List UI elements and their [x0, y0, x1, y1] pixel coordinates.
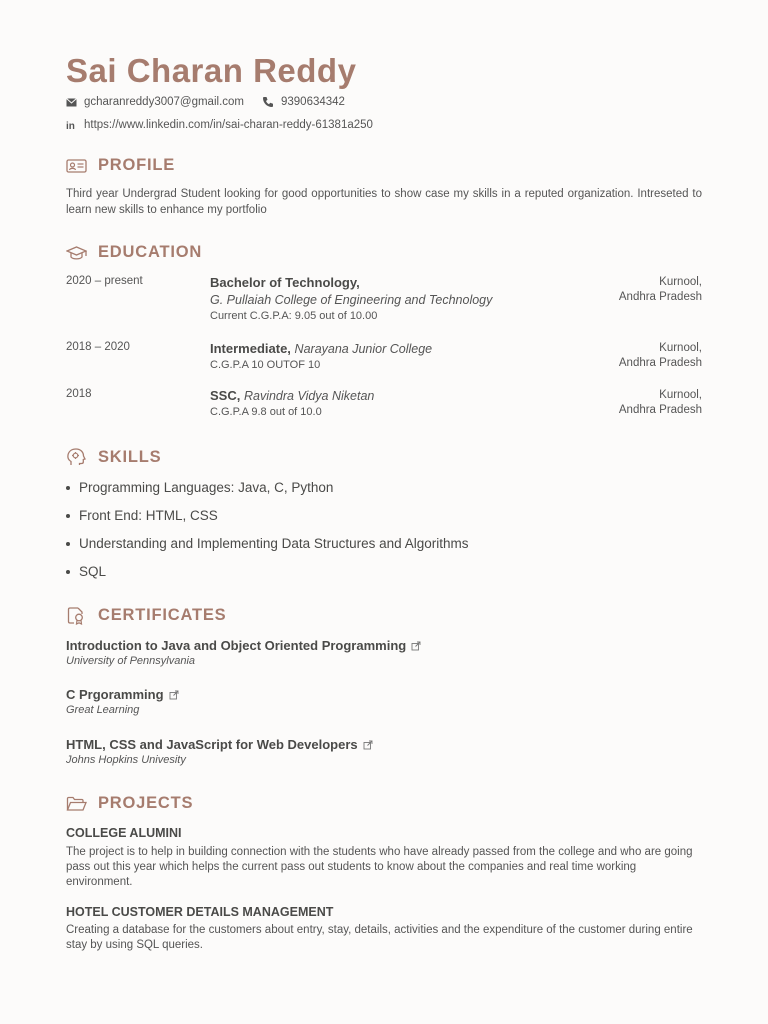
education-institution: G. Pullaiah College of Engineering and Technology [210, 293, 493, 307]
education-institution: Ravindra Vidya Niketan [243, 389, 375, 403]
education-degree: Intermediate, [210, 341, 291, 356]
skill-item: SQL [66, 564, 106, 579]
certificate-item [66, 687, 179, 716]
certificate-link[interactable]: C Prgoramming [66, 687, 164, 702]
skill-item: Understanding and Implementing Data Structures and Algorithms [66, 536, 468, 551]
education-location: Kurnool, Andhra Pradesh [618, 342, 702, 369]
project-description: The project is to help in building connection with the students who have already passed from the college and who are going pass out this year which helps the current pass out students to know about the companies and real time working environment. [66, 846, 693, 888]
projects-heading: PROJECTS [66, 794, 193, 813]
phone-number[interactable]: 9390634342 [280, 96, 345, 108]
external-link-icon[interactable] [363, 740, 373, 750]
profile-heading: PROFILE [66, 156, 175, 175]
education-details [210, 275, 590, 322]
certificates-heading: CERTIFICATES [66, 606, 226, 625]
brain-head-icon [66, 448, 87, 467]
education-date: 2020 – present [66, 275, 143, 287]
education-degree: Bachelor of Technology, [210, 275, 360, 290]
education-degree: SSC, [210, 388, 241, 403]
certificate-issuer: University of Pennsylvania [66, 655, 196, 667]
education-date: 2018 – 2020 [66, 341, 130, 353]
project-title: HOTEL CUSTOMER DETAILS MANAGEMENT [66, 905, 334, 919]
education-score: C.G.P.A 9.8 out of 10.0 [210, 406, 322, 418]
certificate-link[interactable]: HTML, CSS and JavaScript for Web Developers [66, 737, 358, 752]
project-title: COLLEGE ALUMINI [66, 826, 182, 840]
certificate-issuer: Great Learning [66, 704, 140, 716]
skills-heading: SKILLS [66, 448, 161, 467]
phone-icon [262, 96, 274, 108]
education-score: Current C.G.P.A: 9.05 out of 10.00 [210, 310, 378, 322]
education-heading-line [210, 388, 590, 403]
linkedin-icon [66, 120, 77, 130]
external-link-icon[interactable] [411, 641, 421, 651]
project-description: Creating a database for the customers about entry, stay, details, activities and the expenditure of the customer during entire stay by using SQL queries. [66, 924, 693, 951]
contact-line-1 [66, 96, 345, 108]
linkedin-link[interactable]: https://www.linkedin.com/in/sai-charan-reddy-61381a250 [84, 119, 373, 131]
education-institution: Narayana Junior College [294, 342, 433, 356]
certificate-link[interactable]: Introduction to Java and Object Oriented Programming [66, 638, 407, 653]
external-link-icon[interactable] [169, 690, 179, 700]
contact-line-2 [66, 119, 373, 131]
id-card-icon [66, 158, 87, 174]
graduation-cap-icon [66, 245, 87, 261]
education-details [210, 341, 590, 371]
email-link[interactable]: gcharanreddy3007@gmail.com [84, 96, 244, 108]
education-location: Kurnool, Andhra Pradesh [618, 389, 702, 416]
candidate-name: Sai Charan Reddy [66, 52, 357, 89]
education-heading: EDUCATION [66, 243, 202, 262]
education-date: 2018 [66, 388, 92, 400]
bullet-icon [66, 514, 70, 518]
education-score: C.G.P.A 10 OUTOF 10 [210, 359, 321, 371]
education-heading-line [210, 341, 590, 356]
certificate-issuer: Johns Hopkins Univesity [66, 754, 186, 766]
certificate-icon [66, 606, 87, 625]
bullet-icon [66, 486, 70, 490]
folder-icon [66, 796, 87, 812]
bullet-icon [66, 570, 70, 574]
profile-text: Third year Undergrad Student looking for good opportunities to show case my skills in a reputed organization. Intreseted to learn new skills to enhance my portfolio [66, 188, 702, 216]
envelope-icon [66, 98, 77, 107]
svg-text:in: in [66, 121, 75, 130]
skill-item: Programming Languages: Java, C, Python [66, 480, 333, 495]
certificate-item [66, 737, 373, 766]
education-details [210, 388, 590, 418]
skill-item: Front End: HTML, CSS [66, 508, 218, 523]
certificate-item [66, 638, 421, 667]
education-location: Kurnool, Andhra Pradesh [618, 276, 702, 303]
bullet-icon [66, 542, 70, 546]
